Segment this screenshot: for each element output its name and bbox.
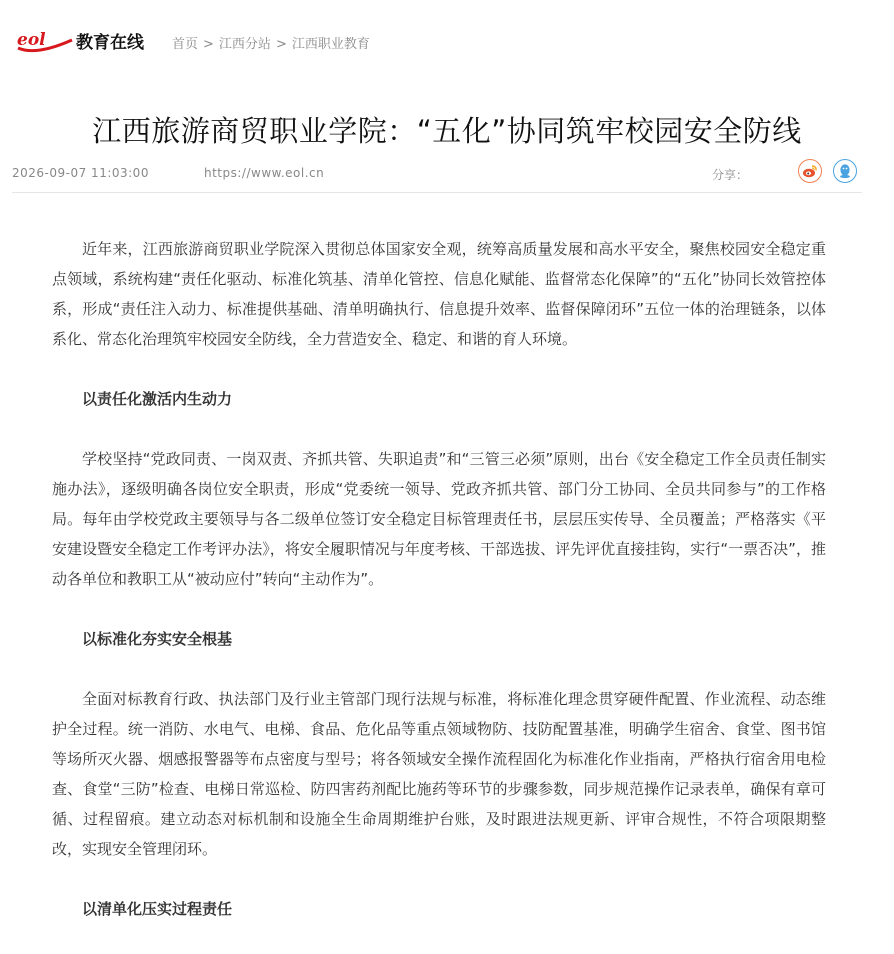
section-heading: 以清单化压实过程责任 (82, 900, 233, 918)
qq-share-button[interactable] (833, 159, 857, 183)
eol-logo-icon (16, 26, 74, 56)
breadcrumb-home[interactable]: 首页 (172, 37, 199, 52)
qq-icon (838, 163, 852, 179)
breadcrumb-separator: > (203, 37, 214, 52)
article-title: 江西旅游商贸职业学院：“五化”协同筑牢校园安全防线 (92, 114, 802, 149)
article-paragraph: 学校坚持“党政同责、一岗双责、齐抓共管、失职追责”和“三管三必须”原则，出台《安全稳定工作全员责任制实施办法》，逐级明确各岗位安全职责，形成“党委统一领导、党政齐抓共管、部门分工协同、全员共同参与”的工作格局。每年由学校党政主要领导与各二级单位签订安全稳定目标管理责任书，层层压实传导、全员覆盖；严格落实《平安建设暨安全稳定工作考评办法》，将安全履职情况与年度考核、干部选拔、评先评优直接挂钩，实行“一票否决”，推动各单位和教职工从“被动应付”转向“主动作为”。 (52, 450, 826, 588)
site-logo[interactable] (16, 26, 156, 56)
article-body (52, 234, 826, 954)
publish-date: 2026-09-07 11:03:00 (12, 166, 149, 180)
share-label: 分享： (712, 168, 749, 182)
logo-text: 教育在线 (76, 33, 144, 53)
source-link[interactable]: https://www.eol.cn (204, 166, 325, 180)
breadcrumb (172, 33, 370, 52)
article-paragraph: 全面对标教育行政、执法部门及行业主管部门现行法规与标准，将标准化理念贯穿硬件配置、作业流程、动态维护全过程。统一消防、水电气、电梯、食品、危化品等重点领域物防、技防配置基准，明确学生宿舍、食堂、图书馆等场所灭火器、烟感报警器等布点密度与型号；将各领域安全操作流程固化为标准化作业指南，严格执行宿舍用电检查、食堂“三防”检查、电梯日常巡检、防四害药剂配比施药等环节的步骤参数，同步规范操作记录表单，确保有章可循、过程留痕。建立动态对标机制和设施全生命周期维护台账，及时跟进法规更新、评审合规性，不符合项限期整改，实现安全管理闭环。 (52, 690, 826, 858)
breadcrumb-vocational[interactable]: 江西职业教育 (291, 37, 370, 52)
weibo-icon (802, 164, 818, 178)
breadcrumb-separator: > (275, 37, 287, 52)
article-paragraph: 近年来，江西旅游商贸职业学院深入贯彻总体国家安全观，统筹高质量发展和高水平安全，聚焦校园安全稳定重点领域，系统构建“责任化驱动、标准化筑基、清单化管控、信息化赋能、监督常态化保障”的“五化”协同长效管控体系，形成“责任注入动力、标准提供基础、清单明确执行、信息提升效率、监督保障闭环”五位一体的治理链条，以体系化、常态化治理筑牢校园安全防线，全力营造安全、稳定、和谐的育人环境。 (52, 240, 826, 348)
article-meta (12, 158, 862, 193)
section-heading: 以责任化激活内生动力 (82, 390, 233, 408)
site-header (0, 0, 894, 80)
breadcrumb-jiangxi[interactable]: 江西分站 (218, 37, 271, 52)
weibo-share-button[interactable] (798, 159, 822, 183)
section-heading: 以标准化夯实安全根基 (82, 630, 233, 648)
svg-text:eol: eol (17, 30, 46, 50)
